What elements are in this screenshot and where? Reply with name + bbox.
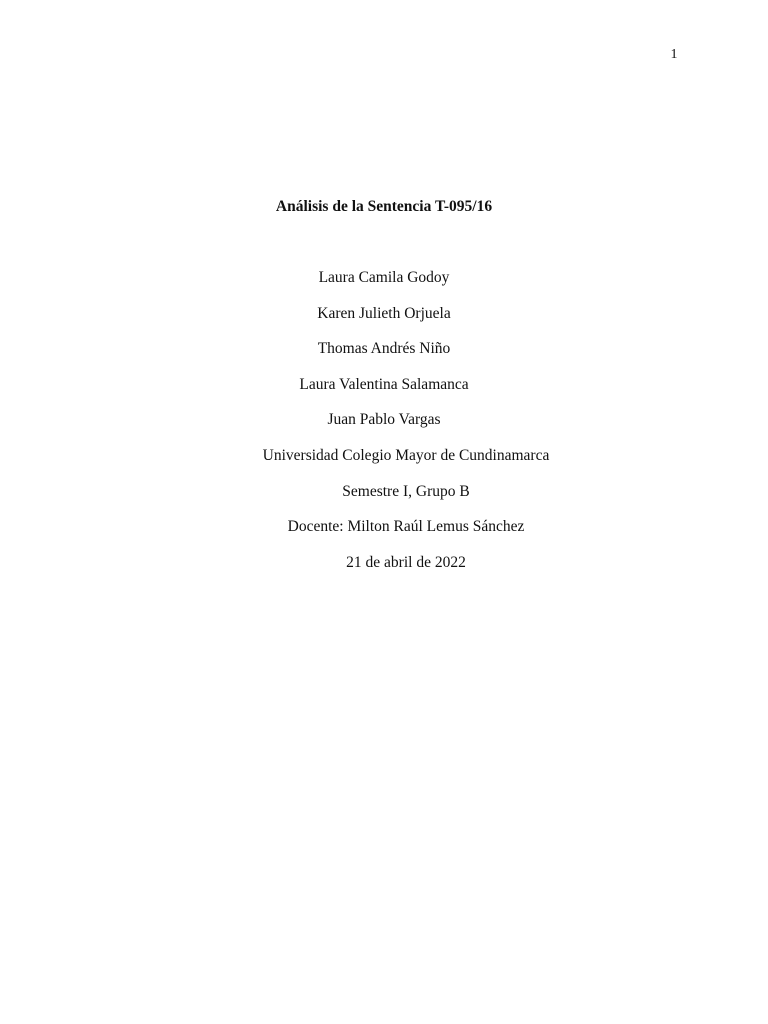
course-info: Semestre I, Grupo B: [342, 483, 470, 500]
page-number: 1: [670, 47, 678, 62]
author-4: Laura Valentina Salamanca: [299, 376, 469, 393]
author-1: Laura Camila Godoy: [318, 269, 450, 286]
document-title: Análisis de la Sentencia T-095/16: [275, 198, 493, 215]
document-date: 21 de abril de 2022: [346, 554, 466, 571]
author-3: Thomas Andrés Niño: [317, 340, 451, 357]
author-5: Juan Pablo Vargas: [327, 411, 441, 428]
instructor-name: Docente: Milton Raúl Lemus Sánchez: [287, 518, 525, 535]
author-2: Karen Julieth Orjuela: [317, 305, 451, 322]
institution-name: Universidad Colegio Mayor de Cundinamarca: [262, 447, 550, 464]
